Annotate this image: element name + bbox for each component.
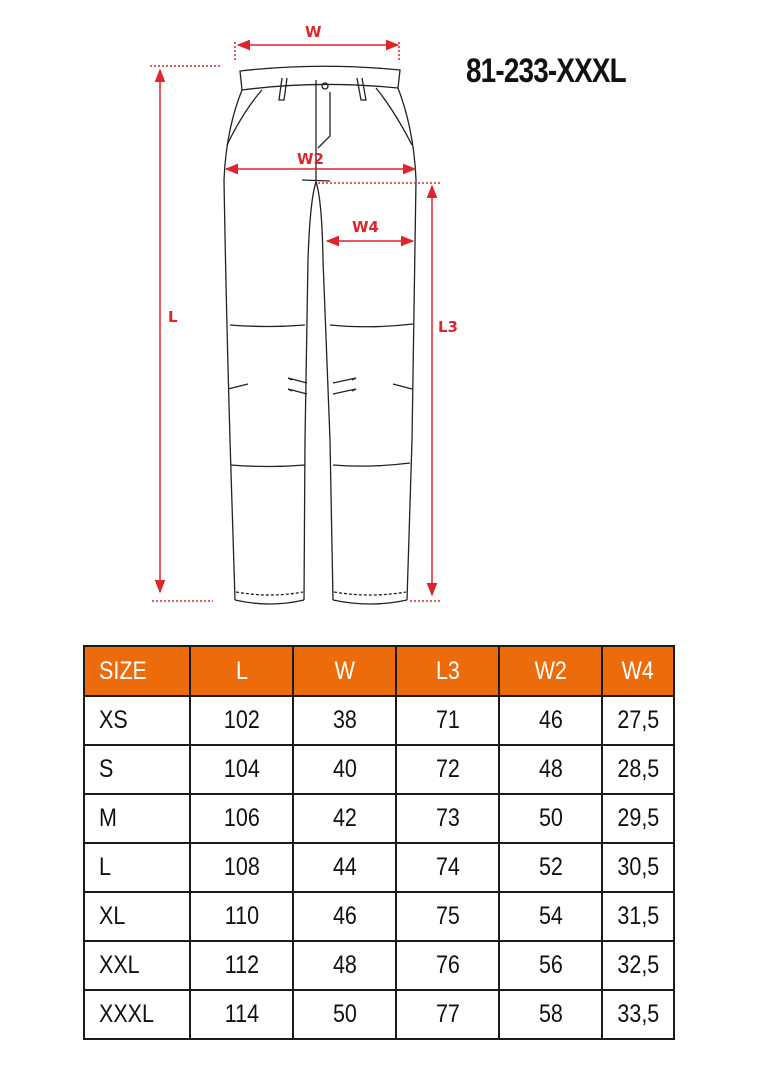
cell-l: 102 xyxy=(190,696,293,745)
header-l: L xyxy=(190,646,293,696)
cell-l: 104 xyxy=(190,745,293,794)
table-header-row xyxy=(84,646,674,696)
cell-l: 108 xyxy=(190,843,293,892)
cell-w2: 52 xyxy=(499,843,602,892)
table-row xyxy=(84,892,674,941)
table-row xyxy=(84,990,674,1039)
cell-w4: 33,5 xyxy=(602,990,674,1039)
table-row xyxy=(84,941,674,990)
header-l3: L3 xyxy=(396,646,499,696)
label-w2: W2 xyxy=(297,150,324,168)
cell-w2: 48 xyxy=(499,745,602,794)
table-row xyxy=(84,745,674,794)
cell-w4: 30,5 xyxy=(602,843,674,892)
table-row xyxy=(84,794,674,843)
cell-size: L xyxy=(84,843,190,892)
cell-w2: 50 xyxy=(499,794,602,843)
cell-w: 42 xyxy=(293,794,396,843)
cell-w2: 58 xyxy=(499,990,602,1039)
cell-size: XXXL xyxy=(84,990,190,1039)
size-chart-table xyxy=(83,645,675,1040)
cell-w: 46 xyxy=(293,892,396,941)
cell-l: 114 xyxy=(190,990,293,1039)
cell-size: M xyxy=(84,794,190,843)
cell-l3: 76 xyxy=(396,941,499,990)
header-w4: W4 xyxy=(602,646,674,696)
cell-l3: 74 xyxy=(396,843,499,892)
label-l: L xyxy=(168,308,178,326)
cell-w2: 56 xyxy=(499,941,602,990)
cell-l3: 73 xyxy=(396,794,499,843)
cell-w4: 29,5 xyxy=(602,794,674,843)
cell-l3: 75 xyxy=(396,892,499,941)
cell-size: XL xyxy=(84,892,190,941)
cell-size: S xyxy=(84,745,190,794)
cell-w4: 28,5 xyxy=(602,745,674,794)
cell-w: 38 xyxy=(293,696,396,745)
cell-size: XS xyxy=(84,696,190,745)
cell-size: XXL xyxy=(84,941,190,990)
cell-l: 112 xyxy=(190,941,293,990)
cell-l3: 77 xyxy=(396,990,499,1039)
cell-w2: 54 xyxy=(499,892,602,941)
cell-w: 44 xyxy=(293,843,396,892)
cell-w4: 31,5 xyxy=(602,892,674,941)
cell-w: 40 xyxy=(293,745,396,794)
cell-l: 106 xyxy=(190,794,293,843)
label-l3: L3 xyxy=(438,318,458,336)
cell-w: 48 xyxy=(293,941,396,990)
cell-l3: 71 xyxy=(396,696,499,745)
label-w: W xyxy=(305,23,322,41)
product-code: 81-233-XXXL xyxy=(466,52,626,90)
cell-w2: 46 xyxy=(499,696,602,745)
cell-w4: 32,5 xyxy=(602,941,674,990)
table-row xyxy=(84,696,674,745)
header-w2: W2 xyxy=(499,646,602,696)
table-row xyxy=(84,843,674,892)
cell-w: 50 xyxy=(293,990,396,1039)
header-w: W xyxy=(293,646,396,696)
cell-l3: 72 xyxy=(396,745,499,794)
header-size: SIZE xyxy=(84,646,190,696)
cell-w4: 27,5 xyxy=(602,696,674,745)
label-w4: W4 xyxy=(352,218,379,236)
cell-l: 110 xyxy=(190,892,293,941)
